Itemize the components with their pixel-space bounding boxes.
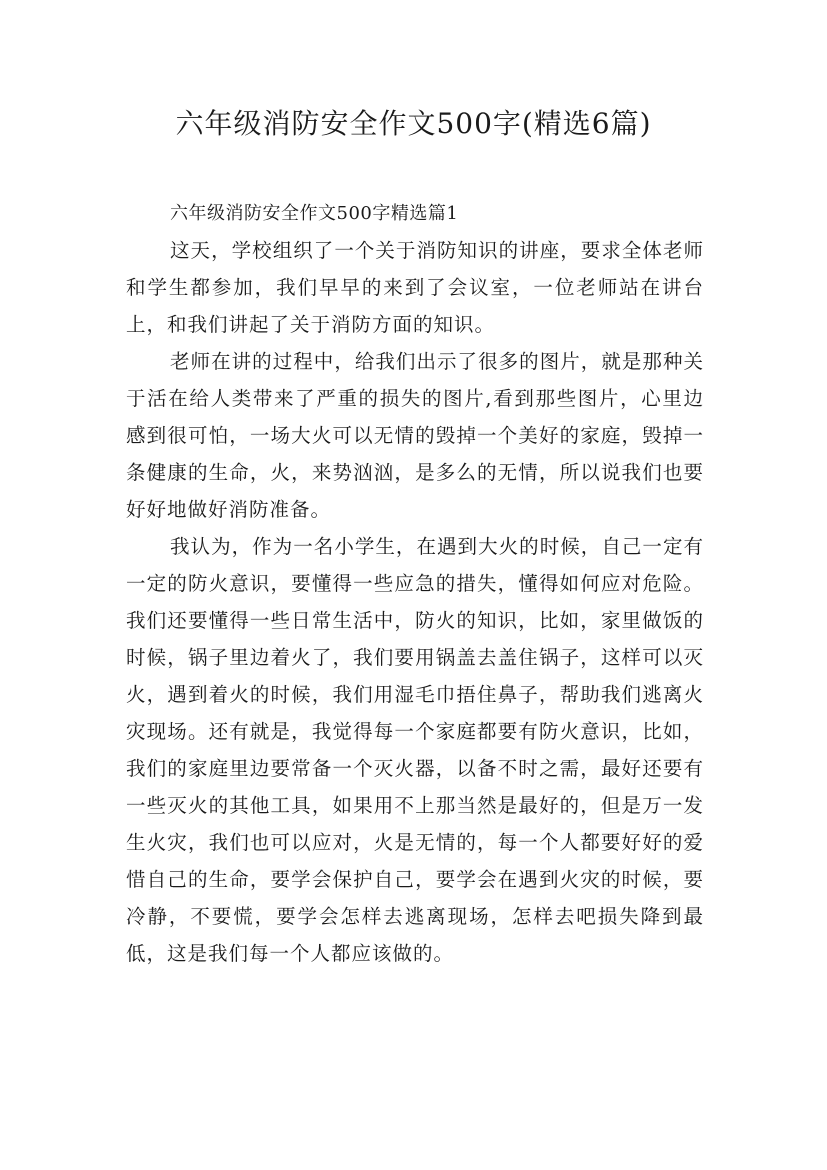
section-heading: 六年级消防安全作文500字精选篇1 [170,203,459,224]
paragraph-3: 我认为，作为一名小学生，在遇到大火的时候，自己一定有一定的防火意识，要懂得一些应急的措失，懂得如何应对危险。我们还要懂得一些日常生活中，防火的知识，比如，家里做饭的时候，锅子里边着火了，我们要用锅盖去盖住锅子，这样可以灭火，遇到着火的时候，我们用湿毛巾捂住鼻子，帮助我们逃离火灾现场。还有就是，我觉得每一个家庭都要有防火意识，比如，我们的家庭里边要常备一个灭火器，以备不时之需，最好还要有一些灭火的其他工具，如果用不上那当然是最好的，但是万一发生火灾，我们也可以应对，火是无情的，每一个人都要好好的爱惜自己的生命，要学会保护自己，要学会在遇到火灾的时候，要冷静，不要慌，要学会怎样去逃离现场，怎样去吧损失降到最低，这是我们每一个人都应该做的。 [126,535,704,965]
paragraph-2: 老师在讲的过程中，给我们出示了很多的图片，就是那种关于活在给人类带来了严重的损失的图片,看到那些图片，心里边感到很可怕，一场大火可以无情的毁掉一个美好的家庭，毁掉一条健康的生命，火，来势汹汹，是多么的无情，所以说我们也要好好地做好消防准备。 [126,350,704,521]
document-body [126,195,704,972]
paragraph-1: 这天，学校组织了一个关于消防知识的讲座，要求全体老师和学生都参加，我们早早的来到了会议室，一位老师站在讲台上，和我们讲起了关于消防方面的知识。 [126,239,704,336]
document-title: 六年级消防安全作文500字(精选6篇) [175,107,652,140]
